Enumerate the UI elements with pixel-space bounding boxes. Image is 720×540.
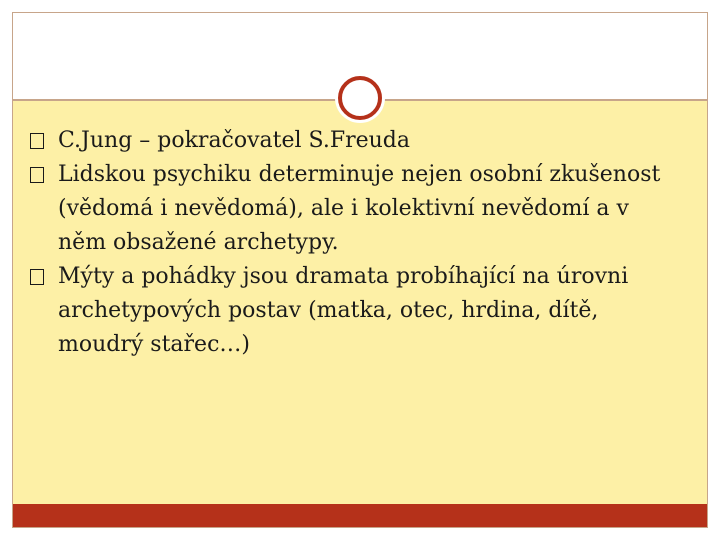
bullet-list xyxy=(30,124,680,362)
box-bullet-icon xyxy=(30,133,44,149)
bullet-item xyxy=(30,158,680,260)
footer-bar xyxy=(13,504,707,527)
bullet-text: Lidskou psychiku determinuje nejen osobní zkušenost (vědomá i nevědomá), ale i kolektivní nevědomí a v něm obsažené archetypy. xyxy=(58,162,661,255)
bullet-text: Mýty a pohádky jsou dramata probíhající na úrovni archetypových postav (matka, otec, hrdina, dítě, moudrý stařec…) xyxy=(58,264,629,357)
bullet-text: C.Jung – pokračovatel S.Freuda xyxy=(58,128,411,153)
bullet-item xyxy=(30,124,680,158)
bullet-item xyxy=(30,260,680,362)
box-bullet-icon xyxy=(30,167,44,183)
box-bullet-icon xyxy=(30,269,44,285)
circle-ornament-icon xyxy=(338,76,382,120)
